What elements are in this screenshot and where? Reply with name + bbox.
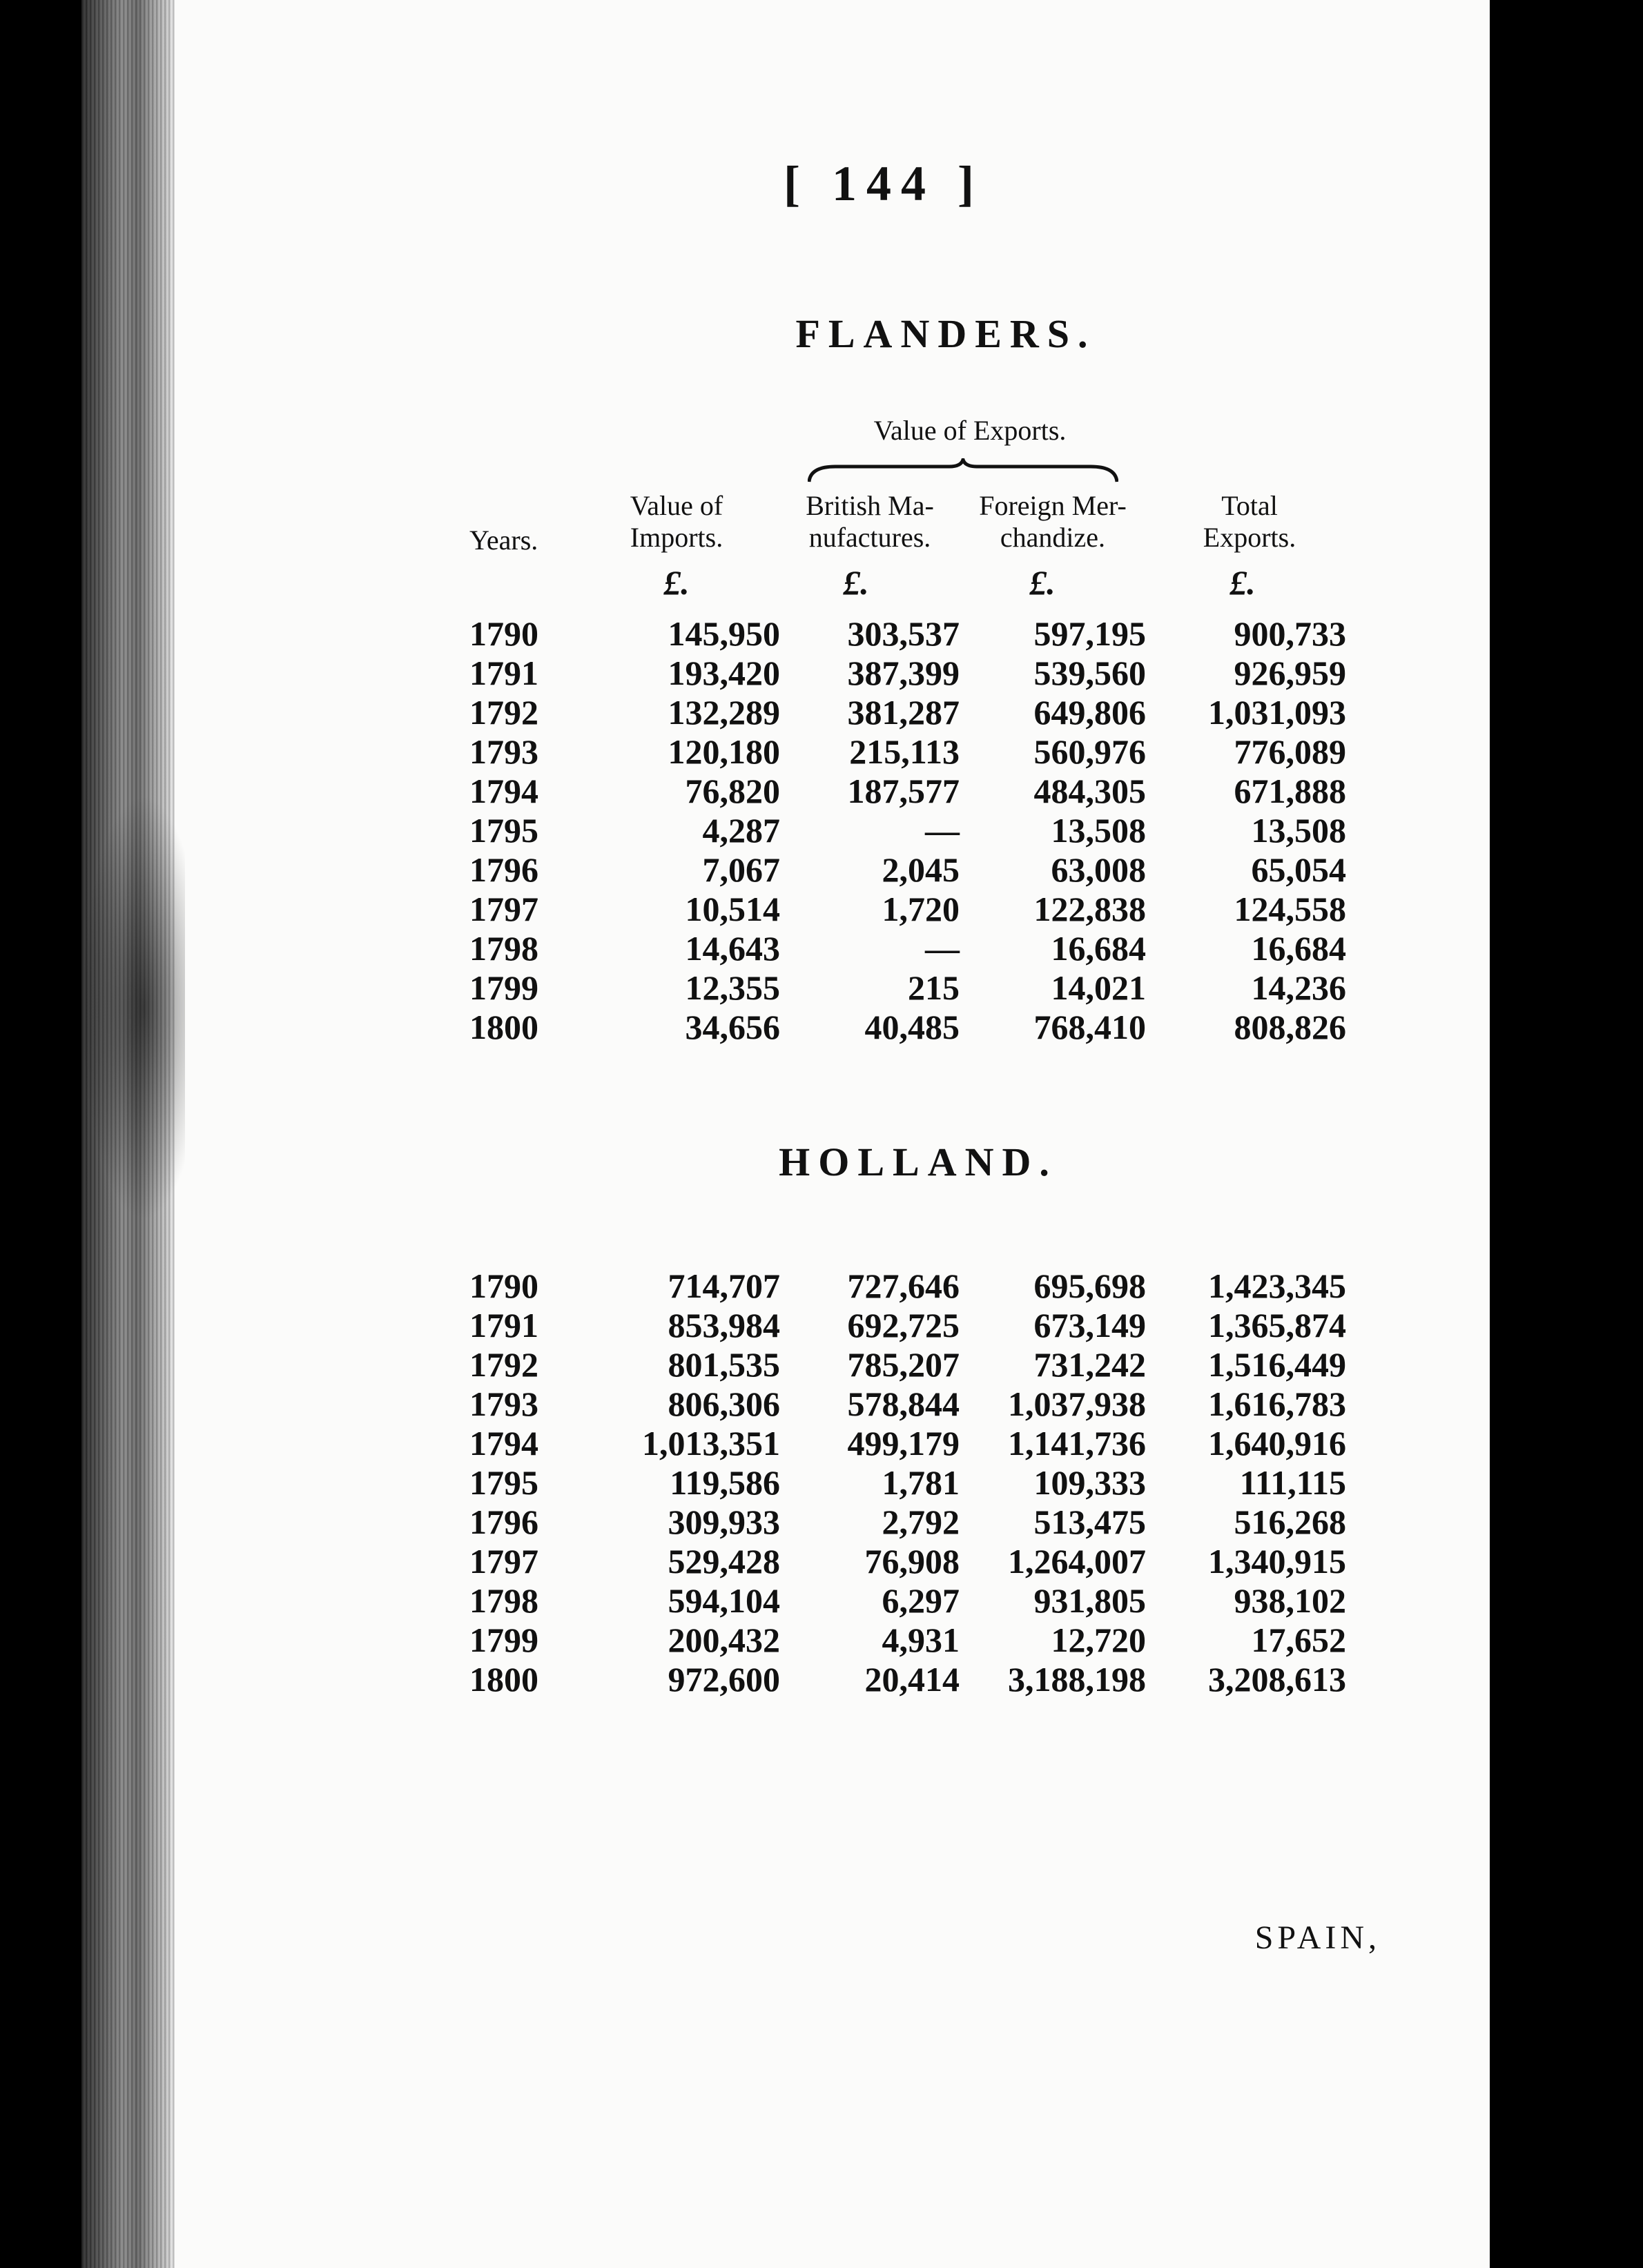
year-cell: 1793: [469, 1385, 538, 1423]
table-row: [469, 1385, 1346, 1424]
year-cell: 1791: [469, 654, 538, 692]
value-cell: 215,113: [849, 732, 960, 771]
table-row: [469, 1463, 1346, 1503]
year-cell: 1793: [469, 732, 538, 771]
value-cell: 727,646: [847, 1267, 960, 1305]
value-cell: 4,287: [702, 811, 780, 850]
header-british-manufactures: British Ma- nufactures.: [806, 490, 934, 553]
value-cell: 972,600: [668, 1660, 780, 1699]
value-cell: 731,242: [1033, 1345, 1146, 1384]
value-cell: 1,264,007: [1008, 1542, 1146, 1581]
value-cell: 806,306: [668, 1385, 780, 1423]
value-cell: 387,399: [847, 654, 960, 692]
value-cell: 34,656: [685, 1008, 780, 1046]
value-cell: 1,037,938: [1008, 1385, 1146, 1423]
value-cell: 938,102: [1234, 1581, 1346, 1620]
value-cell: 14,021: [1051, 968, 1146, 1007]
year-cell: 1790: [469, 614, 538, 653]
value-cell: 76,820: [685, 772, 780, 810]
year-cell: 1792: [469, 693, 538, 732]
value-cell: 111,115: [1239, 1463, 1346, 1502]
table-row: [469, 929, 1346, 968]
value-cell: 4,931: [882, 1621, 960, 1659]
year-cell: 1800: [469, 1008, 538, 1046]
year-cell: 1797: [469, 1542, 538, 1581]
year-cell: 1799: [469, 1621, 538, 1659]
table-row: [469, 772, 1346, 811]
value-cell: 513,475: [1033, 1503, 1146, 1541]
year-cell: 1794: [469, 1424, 538, 1463]
pound-sign-foreign: £.: [1029, 563, 1056, 602]
value-cell: 1,365,874: [1208, 1306, 1346, 1345]
year-cell: 1791: [469, 1306, 538, 1345]
year-cell: 1800: [469, 1660, 538, 1699]
value-cell: 119,586: [670, 1463, 780, 1502]
table-row: [469, 1306, 1346, 1345]
value-cell: 673,149: [1033, 1306, 1146, 1345]
value-cell: 20,414: [864, 1660, 960, 1699]
brace-icon: [808, 458, 1118, 486]
table-row: [469, 1424, 1346, 1463]
value-cell: 17,652: [1251, 1621, 1346, 1659]
value-cell: 714,707: [668, 1267, 780, 1305]
table-row: [469, 614, 1346, 654]
value-cell: 594,104: [668, 1581, 780, 1620]
value-cell: 16,684: [1051, 929, 1146, 968]
value-cell: 7,067: [702, 850, 780, 889]
table-row: [469, 968, 1346, 1008]
table-row: [469, 1581, 1346, 1621]
value-cell: 10,514: [685, 890, 780, 928]
value-cell: 1,616,783: [1208, 1385, 1346, 1423]
table-row: [469, 732, 1346, 772]
value-cell: 12,355: [685, 968, 780, 1007]
value-cell: 516,268: [1234, 1503, 1346, 1541]
header-years: Years.: [469, 525, 538, 556]
value-cell: 1,031,093: [1208, 693, 1346, 732]
value-cell: 215: [908, 968, 960, 1007]
table-row: [469, 1008, 1346, 1047]
pound-sign-imports: £.: [663, 563, 690, 602]
value-cell: 768,410: [1033, 1008, 1146, 1046]
value-cell: 13,508: [1051, 811, 1146, 850]
year-cell: 1796: [469, 1503, 538, 1541]
value-cell: 1,781: [882, 1463, 960, 1502]
value-cell: 120,180: [668, 732, 780, 771]
value-cell: 193,420: [668, 654, 780, 692]
year-cell: 1795: [469, 811, 538, 850]
value-cell: 853,984: [668, 1306, 780, 1345]
year-cell: 1799: [469, 968, 538, 1007]
value-cell: 801,535: [668, 1345, 780, 1384]
value-cell: 13,508: [1251, 811, 1346, 850]
section-title-flanders: FLANDERS.: [795, 311, 1096, 356]
value-cell: —: [925, 929, 960, 968]
value-cell: 14,236: [1251, 968, 1346, 1007]
value-cell: 381,287: [847, 693, 960, 732]
value-cell: 1,640,916: [1208, 1424, 1346, 1463]
value-cell: 649,806: [1033, 693, 1146, 732]
value-cell: 1,141,736: [1008, 1424, 1146, 1463]
value-cell: 76,908: [864, 1542, 960, 1581]
value-cell: 484,305: [1033, 772, 1146, 810]
page-edge-right: [1490, 0, 1505, 2268]
table-row: [469, 850, 1346, 890]
value-cell: 785,207: [847, 1345, 960, 1384]
value-cell: 529,428: [668, 1542, 780, 1581]
value-cell: 2,045: [882, 850, 960, 889]
year-cell: 1795: [469, 1463, 538, 1502]
value-cell: 3,188,198: [1008, 1660, 1146, 1699]
table-row: [469, 890, 1346, 929]
year-cell: 1794: [469, 772, 538, 810]
value-cell: 14,643: [685, 929, 780, 968]
value-cell: 109,333: [1033, 1463, 1146, 1502]
value-cell: 1,516,449: [1208, 1345, 1346, 1384]
value-cell: 145,950: [668, 614, 780, 653]
value-cell: 187,577: [847, 772, 960, 810]
value-cell: 12,720: [1051, 1621, 1146, 1659]
section-title-holland: HOLLAND.: [779, 1140, 1058, 1184]
value-cell: 900,733: [1234, 614, 1346, 653]
catchword: SPAIN,: [1254, 1919, 1381, 1956]
value-cell: 597,195: [1033, 614, 1146, 653]
value-of-exports-heading: Value of Exports.: [873, 415, 1067, 446]
pound-sign-total: £.: [1229, 563, 1256, 602]
value-cell: 1,340,915: [1208, 1542, 1346, 1581]
year-cell: 1796: [469, 850, 538, 889]
value-cell: 808,826: [1234, 1008, 1346, 1046]
value-cell: 578,844: [847, 1385, 960, 1423]
table-row: [469, 654, 1346, 693]
year-cell: 1797: [469, 890, 538, 928]
value-cell: 1,013,351: [642, 1424, 780, 1463]
value-cell: 6,297: [882, 1581, 960, 1620]
flanders-table: [469, 614, 1346, 1047]
value-cell: 303,537: [847, 614, 960, 653]
value-cell: 1,423,345: [1208, 1267, 1346, 1305]
value-cell: 2,792: [882, 1503, 960, 1541]
value-cell: 926,959: [1234, 654, 1346, 692]
year-cell: 1798: [469, 1581, 538, 1620]
value-cell: 3,208,613: [1208, 1660, 1346, 1699]
table-row: [469, 1542, 1346, 1581]
table-row: [469, 1503, 1346, 1542]
value-cell: 200,432: [668, 1621, 780, 1659]
value-cell: 695,698: [1033, 1267, 1146, 1305]
pound-sign-british: £.: [843, 563, 869, 602]
value-cell: 499,179: [847, 1424, 960, 1463]
header-total-exports: Total Exports.: [1203, 490, 1296, 553]
table-row: [469, 1345, 1346, 1385]
value-cell: 122,838: [1033, 890, 1146, 928]
table-row: [469, 1621, 1346, 1660]
table-row: [469, 811, 1346, 850]
value-cell: 931,805: [1033, 1581, 1146, 1620]
value-cell: 539,560: [1033, 654, 1146, 692]
table-row: [469, 693, 1346, 732]
value-cell: 1,720: [882, 890, 960, 928]
year-cell: 1798: [469, 929, 538, 968]
header-foreign-merchandize: Foreign Mer- chandize.: [979, 490, 1127, 553]
value-cell: 671,888: [1234, 772, 1346, 810]
value-cell: 65,054: [1251, 850, 1346, 889]
value-cell: 124,558: [1234, 890, 1346, 928]
header-imports: Value of Imports.: [630, 490, 723, 553]
page-number: [ 144 ]: [784, 156, 984, 211]
table-row: [469, 1660, 1346, 1699]
value-cell: 16,684: [1251, 929, 1346, 968]
value-cell: —: [925, 811, 960, 850]
value-cell: 776,089: [1234, 732, 1346, 771]
value-cell: 692,725: [847, 1306, 960, 1345]
value-cell: 132,289: [668, 693, 780, 732]
value-cell: 560,976: [1033, 732, 1146, 771]
value-cell: 63,008: [1051, 850, 1146, 889]
ink-bleed-stamp: [81, 794, 185, 1222]
holland-table: [469, 1267, 1346, 1699]
year-cell: 1792: [469, 1345, 538, 1384]
value-cell: 40,485: [864, 1008, 960, 1046]
value-cell: 309,933: [668, 1503, 780, 1541]
table-row: [469, 1267, 1346, 1306]
year-cell: 1790: [469, 1267, 538, 1305]
